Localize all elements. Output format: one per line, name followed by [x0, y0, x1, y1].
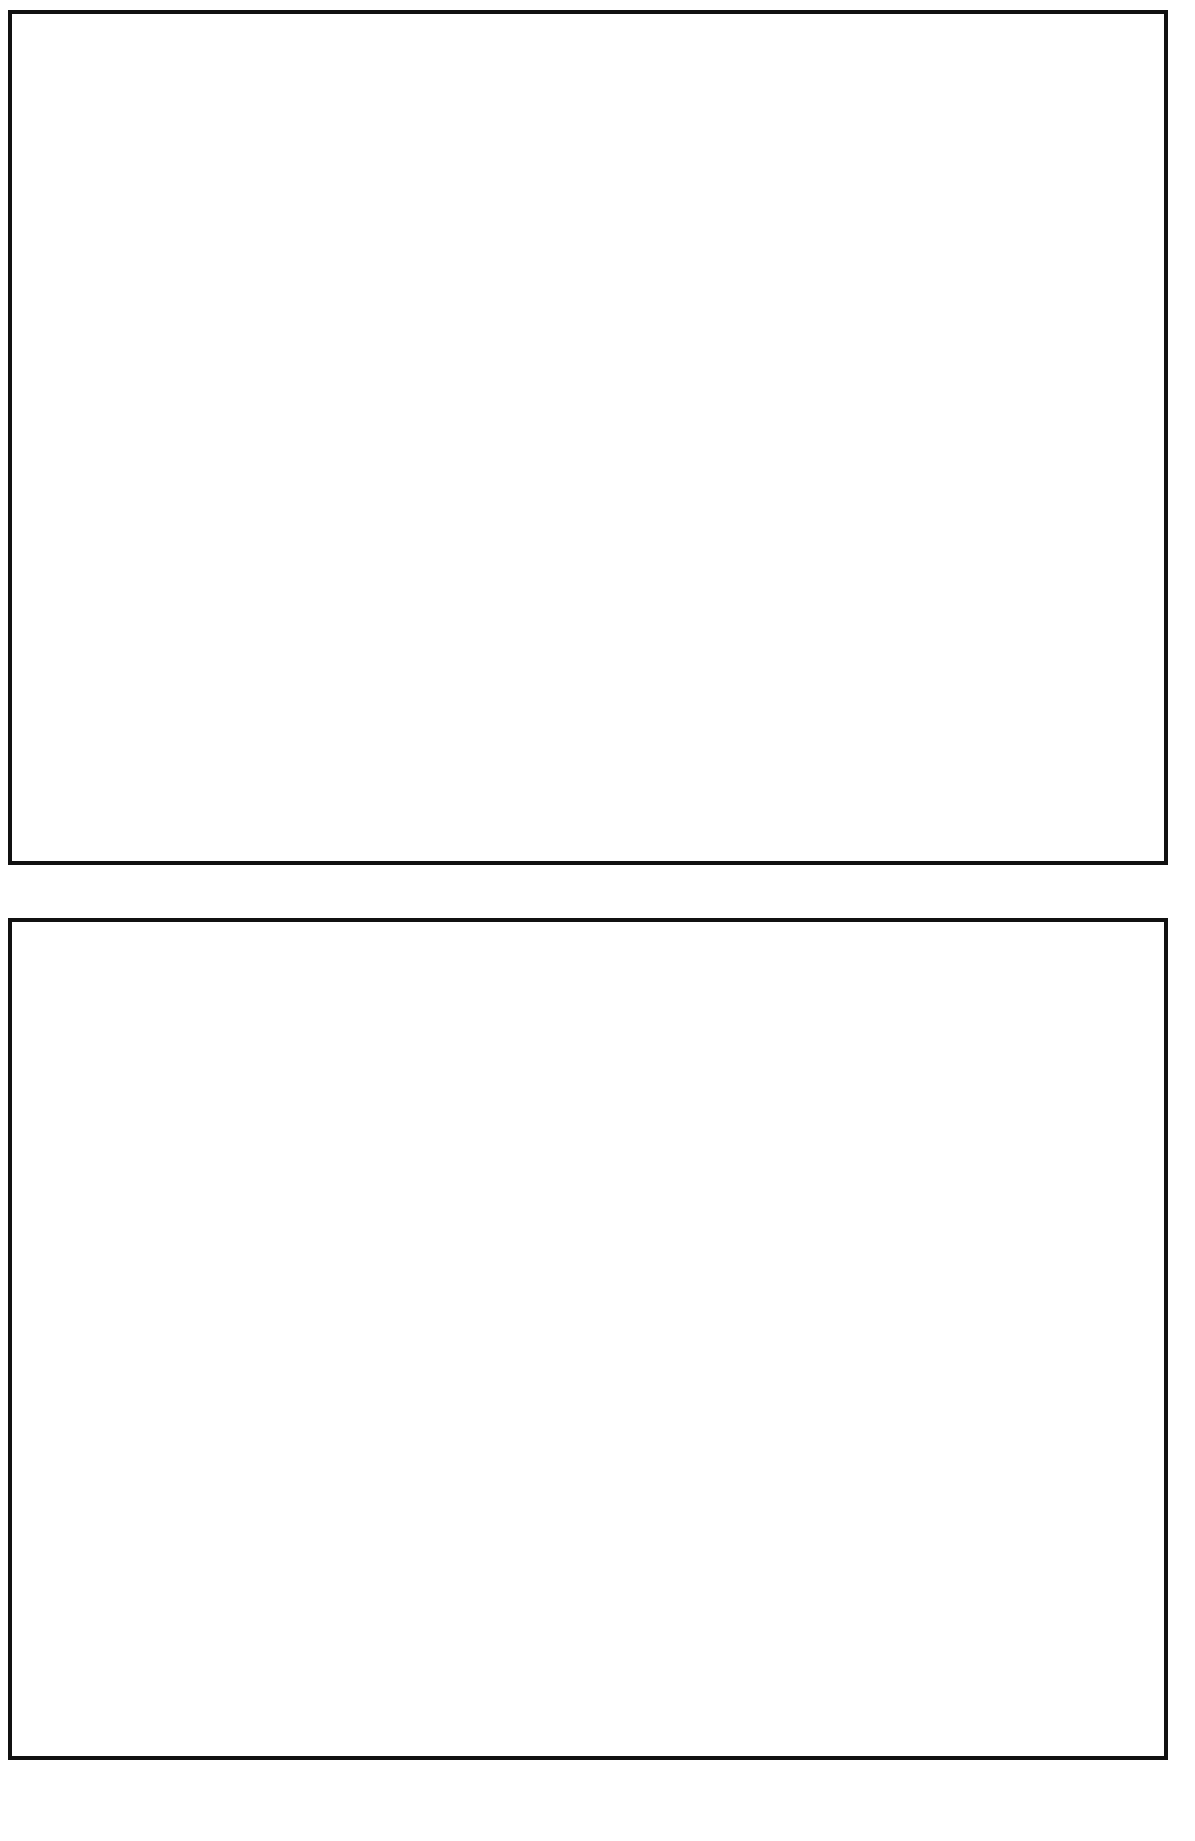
upper-page [8, 10, 1168, 865]
lower-page [8, 918, 1168, 1760]
